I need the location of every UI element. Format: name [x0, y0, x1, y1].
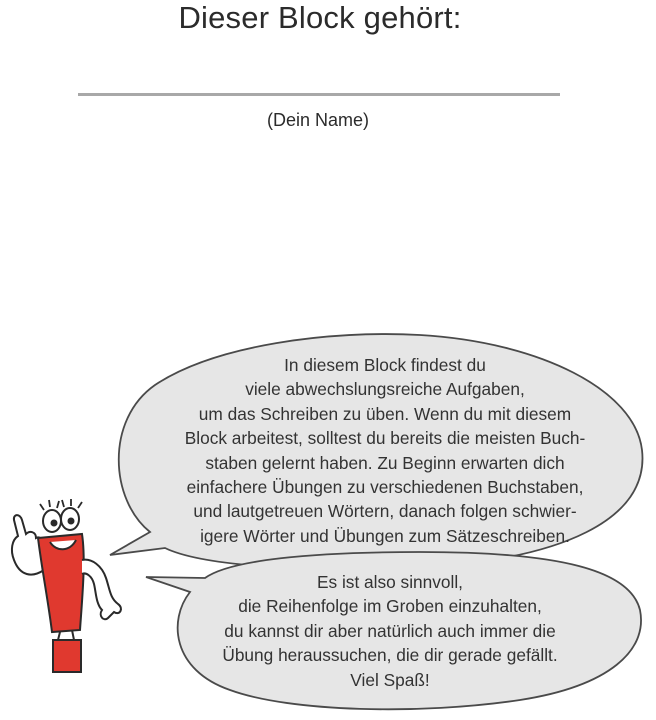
bubble-line: um das Schreiben zu üben. Wenn du mit diesem — [198, 403, 572, 424]
bubble-line: staben gelernt haben. Zu Beginn erwarten dich — [205, 452, 565, 473]
bubble-line: Es ist also sinnvoll, — [317, 572, 463, 592]
bubble-line: Übung heraussuchen, die dir gerade gefällt. — [222, 645, 558, 666]
bubble-line: Viel Spaß! — [350, 669, 430, 690]
page-title: Dieser Block gehört: — [178, 0, 462, 35]
bubble-line: viele abwechslungsreiche Aufgaben, — [245, 379, 525, 400]
bubble-line: die Reihenfolge im Groben einzuhalten, — [238, 596, 542, 617]
name-caption: (Dein Name) — [266, 110, 370, 130]
bubble-line: igere Wörter und Übungen zum Sätzeschreiben. — [200, 525, 570, 546]
bubble-line: In diesem Block findest du — [284, 355, 486, 375]
bubble-line: Block arbeitest, solltest du bereits die meisten Buch- — [184, 428, 586, 449]
bubble-line: einfachere Übungen zu verschiedenen Buchstaben, — [186, 477, 584, 498]
bubble-line: und lautgetreuen Wörtern, danach folgen schwier- — [193, 501, 577, 522]
bubble-line: du kannst dir aber natürlich auch immer die — [224, 620, 556, 641]
